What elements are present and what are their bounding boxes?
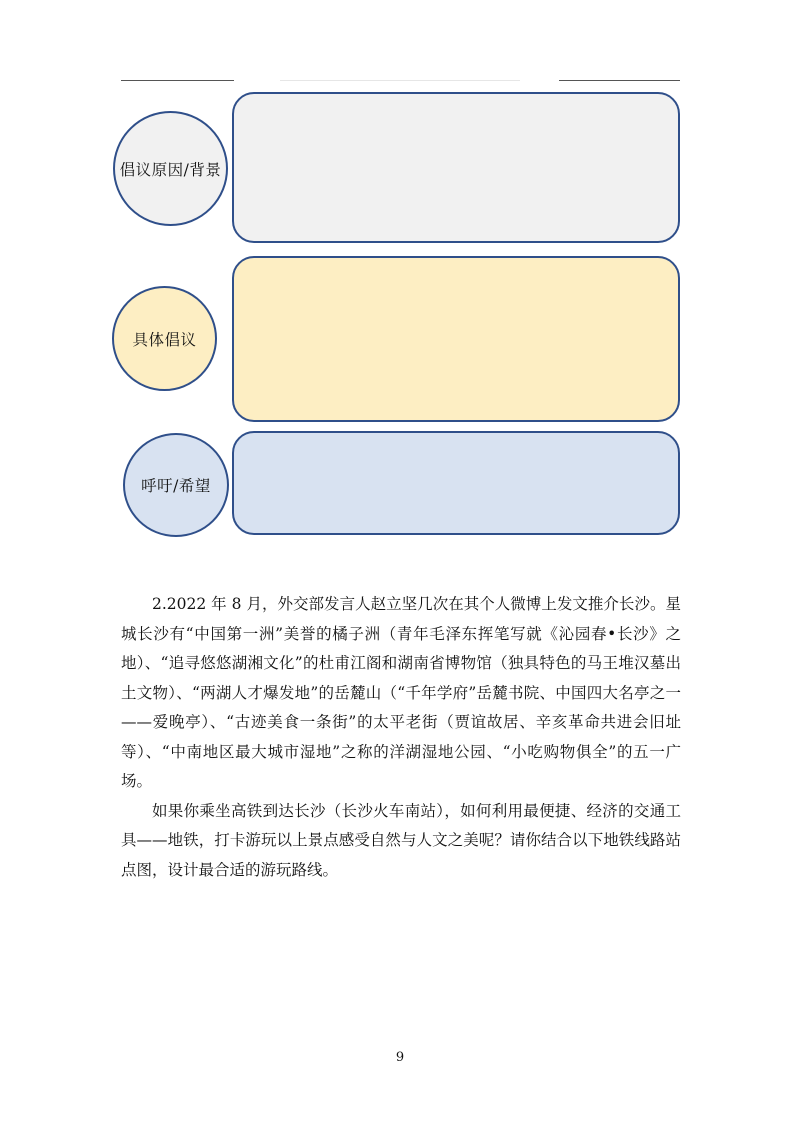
proposal-label: 具体倡议 [132, 330, 197, 349]
header-rule-right [559, 80, 680, 81]
header-rule-left [121, 80, 234, 81]
background-label: 倡议原因/背景 [119, 160, 222, 179]
appeal-label-circle [123, 433, 229, 537]
question-paragraph-2: 如果你乘坐高铁到达长沙（长沙火车南站），如何利用最便捷、经济的交通工具——地铁，打卡游玩以上景点感受自然与人文之美呢？请你结合以下地铁线路站点图，设计最合适的游玩路线。 [121, 801, 681, 879]
appeal-label: 呼吁/希望 [141, 477, 211, 495]
proposal-content-box[interactable] [232, 256, 680, 422]
background-label-circle [113, 111, 228, 226]
page-number: 9 [395, 1050, 405, 1065]
question-text [121, 590, 681, 885]
background-content-box[interactable] [232, 92, 680, 243]
appeal-content-box[interactable] [232, 431, 680, 535]
proposal-label-circle [112, 286, 217, 391]
question-paragraph-1: 2.2022 年 8 月，外交部发言人赵立坚几次在其个人微博上发文推介长沙。星城长沙有“中国第一洲”美誉的橘子洲（青年毛泽东挥笔写就《沁园春•长沙》之地）、“追寻悠悠湖湘文化”的杜甫江阁和湖南省博物馆（独具特色的马王堆汉墓出土文物）、“两湖人才爆发地”的岳麓山（“千年学府”岳麓书院、中国四大名亭之一——爱晚亭）、“古迹美食一条街”的太平老街（贾谊故居、辛亥革命共进会旧址等）、“中南地区最大城市湿地”之称的洋湖湿地公园、“小吃购物俱全”的五一广场。 [121, 595, 681, 790]
header-rule-center [280, 80, 520, 81]
